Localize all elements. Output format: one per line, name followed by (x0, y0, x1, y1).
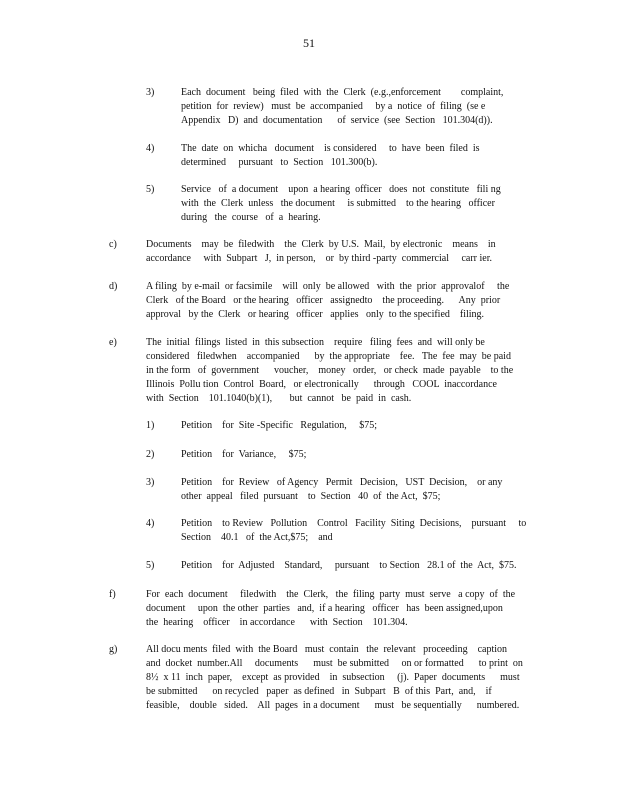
text-line: and docket number.All documents must be submitted on or formatted to print on (146, 658, 523, 669)
item-label: c) (109, 239, 117, 250)
item-label: 4) (146, 143, 155, 154)
item-text (181, 86, 546, 128)
item-label: 3) (146, 477, 155, 488)
item-text (181, 476, 546, 504)
text-line: The date on whicha document is considered to have been filed is (181, 143, 480, 154)
text-line: Service of a document upon a hearing officer does not constitute fili ng (181, 184, 501, 195)
text-line: Appendix D) and documentation of service (see Section 101.304(d)). (181, 115, 493, 126)
text-line: Section 40.1 of the Act,$75; and (181, 532, 333, 543)
text-line: Illinois Pollu tion Control Board, or electronically through COOL inaccordance (146, 379, 497, 390)
text-line: A filing by e-mail or facsimile will only be allowed with the prior approvalof the (146, 281, 510, 292)
text-line: Petition for Review of Agency Permit Decision, UST Decision, or any (181, 477, 503, 488)
text-line: Petition for Adjusted Standard, pursuant to Section 28.1 of the Act, $75. (181, 560, 517, 571)
text-line: with Section 101.1040(b)(1), but cannot be paid in cash. (146, 393, 412, 404)
page-number: 51 (303, 36, 315, 50)
text-line: in the form of government voucher, money order, or check made payable to the (146, 365, 514, 376)
item-label: 4) (146, 518, 155, 529)
item-text (146, 643, 546, 713)
text-line: Petition to Review Pollution Control Facility Siting Decisions, pursuant to (181, 518, 527, 529)
item-label: g) (109, 644, 118, 655)
item-label: 3) (146, 87, 155, 98)
text-line: approval by the Clerk or hearing officer applies only to the specified filing. (146, 309, 485, 320)
text-line: considered filedwhen accompanied by the appropriate fee. The fee may be paid (146, 351, 511, 362)
item-text (181, 183, 546, 225)
item-label: 5) (146, 560, 155, 571)
item-text (181, 142, 546, 170)
text-line: For each document filedwith the Clerk, the filing party must serve a copy of the (146, 589, 516, 600)
text-line: document upon the other parties and, if a hearing officer has been assigned,upon (146, 603, 503, 614)
item-label: 1) (146, 420, 155, 431)
text-line: determined pursuant to Section 101.300(b). (181, 157, 378, 168)
item-label: f) (109, 589, 116, 600)
item-text (146, 588, 546, 630)
text-line: Petition for Variance, $75; (181, 449, 307, 460)
item-label: d) (109, 281, 118, 292)
item-text (181, 517, 546, 545)
item-text (146, 280, 546, 322)
item-label: e) (109, 337, 117, 348)
item-text (181, 419, 546, 433)
text-line: Each document being filed with the Clerk (e.g.,enforcement complaint, (181, 87, 504, 98)
item-label: 2) (146, 449, 155, 460)
text-line: The initial filings listed in this subsection require filing fees and will only be (146, 337, 485, 348)
text-line: accordance with Subpart J, in person, or by third -party commercial carr ier. (146, 253, 493, 264)
text-line: All docu ments filed with the Board must contain the relevant proceeding caption (146, 644, 508, 655)
text-line: during the course of a hearing. (181, 212, 321, 223)
item-text (146, 336, 546, 406)
text-line: with the Clerk unless the document is submitted to the hearing officer (181, 198, 495, 209)
text-line: be submitted on recycled paper as defined in Subpart B of this Part, and, if (146, 686, 492, 697)
text-line: other appeal filed pursuant to Section 40 of the Act, $75; (181, 491, 441, 502)
item-text (146, 238, 546, 266)
item-label: 5) (146, 184, 155, 195)
text-line: Documents may be filedwith the Clerk by U.S. Mail, by electronic means in (146, 239, 496, 250)
item-text (181, 559, 546, 573)
text-line: Petition for Site -Specific Regulation, $75; (181, 420, 378, 431)
text-line: Clerk of the Board or the hearing officer assignedto the proceeding. Any prior (146, 295, 501, 306)
text-line: feasible, double sided. All pages in a document must be sequentially numbered. (146, 700, 520, 711)
text-line: petition for review) must be accompanied by a notice of filing (se e (181, 101, 486, 112)
item-text (181, 448, 546, 462)
text-line: 8½ x 11 inch paper, except as provided in subsection (j). Paper documents must (146, 672, 520, 683)
text-line: the hearing officer in accordance with Section 101.304. (146, 617, 408, 628)
